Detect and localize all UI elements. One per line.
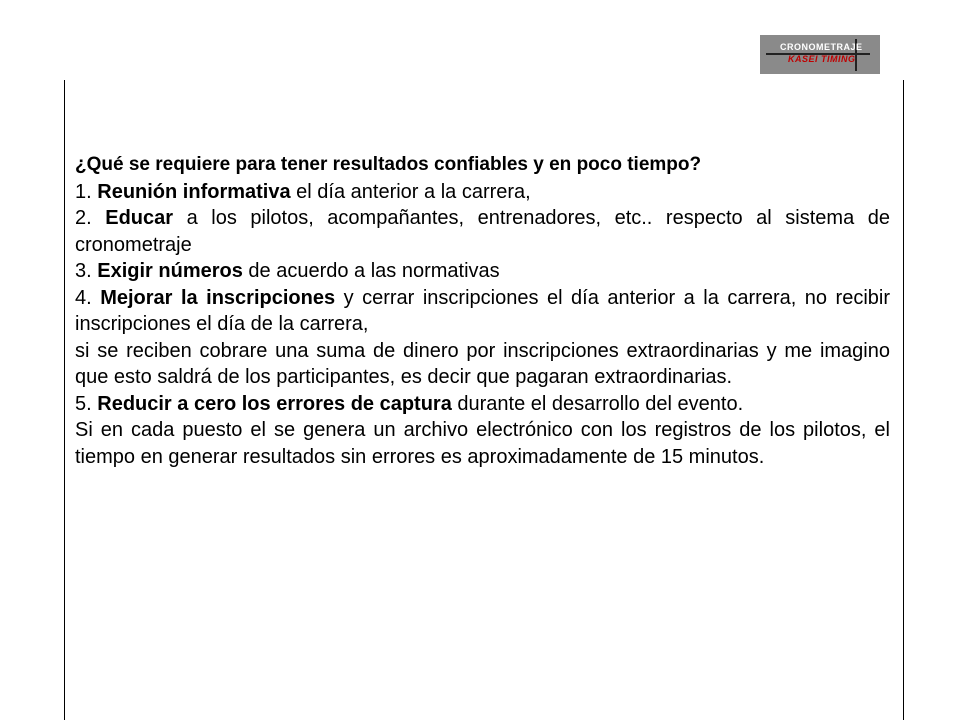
list-item-5 <box>75 391 890 418</box>
list-item-1 <box>75 179 890 206</box>
item-number: 2. <box>75 207 106 229</box>
item-keyword: Reunión informativa <box>97 180 291 203</box>
item-keyword: Exigir números <box>97 260 243 282</box>
item-keyword: Mejorar la inscripciones <box>100 286 336 309</box>
slide-heading: ¿Qué se requiere para tener resultados confiables y en poco tiempo? <box>75 154 702 175</box>
item-number: 1. <box>75 180 98 203</box>
item-number: 5. <box>75 392 98 415</box>
list-item-4 <box>75 285 890 338</box>
item-text: el día anterior a la carrera, <box>290 180 531 203</box>
list-item-4-extra: si se reciben cobrare una suma de dinero por inscripciones extraordinarias y me imagino que esto saldrá de los participantes, es decir que pagaran extraordinarias. <box>75 339 890 388</box>
list-item-3 <box>75 258 890 285</box>
item-number: 4. <box>75 286 101 309</box>
logo-line1: CRONOMETRAJE <box>780 42 863 52</box>
slide-content <box>75 152 890 470</box>
list-item-2 <box>75 205 890 258</box>
logo-line2: KASEI TIMING <box>788 54 856 64</box>
left-border-line <box>64 80 65 720</box>
item-keyword: Educar <box>105 207 174 229</box>
item-text: durante el desarrollo del evento. <box>451 392 744 415</box>
item-keyword: Reducir a cero los errores de captura <box>97 392 452 415</box>
brand-logo <box>760 35 880 74</box>
item-text: y cerrar inscripciones el día anterior a la carrera, no recibir inscripciones el día de la carrera, <box>75 286 890 335</box>
item-number: 3. <box>75 260 98 282</box>
item-text: a los pilotos, acompañantes, entrenadores, etc.. respecto al sistema de cronometraje <box>75 207 890 256</box>
closing-paragraph: Si en cada puesto el se genera un archivo electrónico con los registros de los pilotos, el tiempo en generar resultados sin errores es aproximadamente de 15 minutos. <box>75 419 890 468</box>
right-border-line <box>903 80 904 720</box>
item-text: de acuerdo a las normativas <box>242 260 500 282</box>
